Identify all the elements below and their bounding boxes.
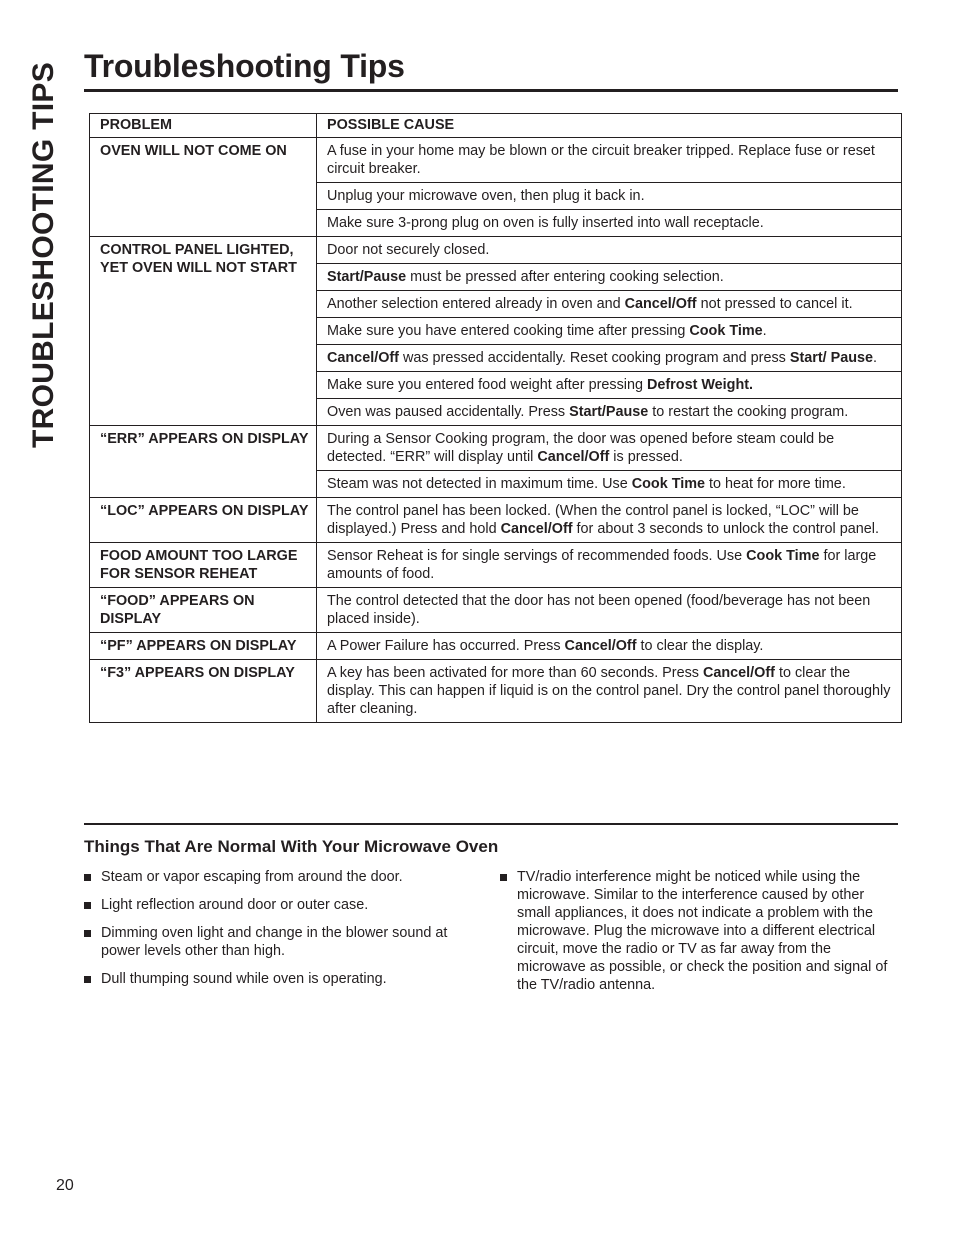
table-row (90, 498, 902, 543)
list-item-text: Dimming oven light and change in the blower sound at power levels other than high. (101, 925, 448, 959)
cause-text: for large amounts of food. (327, 548, 877, 582)
cause-text-bold: Start/Pause (327, 269, 407, 285)
bullet-square-icon (500, 874, 507, 881)
list-item-text: Dull thumping sound while oven is operating. (101, 971, 387, 987)
bullet-square-icon (84, 930, 91, 937)
cause-text-bold: Start/Pause (569, 404, 649, 420)
cause-text: for about 3 seconds to unlock the control panel. (572, 521, 879, 537)
cause-cell (317, 345, 902, 372)
cause-text: Make sure you have entered cooking time after pressing (327, 323, 690, 339)
cause-text: Steam was not detected in maximum time. Use (327, 476, 632, 492)
table-row (90, 660, 902, 723)
cause-cell (317, 237, 902, 264)
table-row (90, 633, 902, 660)
cause-text-bold: Cook Time (631, 476, 706, 492)
table-row (90, 138, 902, 183)
cause-text: was pressed accidentally. Reset cooking program and press (398, 350, 790, 366)
cause-cell (317, 291, 902, 318)
problem-cell: “PF” APPEARS ON DISPLAY (90, 633, 317, 660)
cause-cell (317, 138, 902, 183)
cause-text: A key has been activated for more than 60 seconds. Press (327, 665, 703, 681)
cause-text: . (873, 350, 878, 366)
header-possible-cause: POSSIBLE CAUSE (317, 114, 902, 138)
side-section-title (26, 55, 62, 455)
title-divider (84, 89, 898, 92)
cause-text: Door not securely closed. (327, 242, 490, 258)
cause-text-bold: Cancel/Off (500, 521, 573, 537)
troubleshooting-table (89, 113, 902, 723)
side-title-text: TROUBLESHOOTING TIPS (27, 61, 60, 449)
cause-text: Unplug your microwave oven, then plug it back in. (327, 188, 645, 204)
list-item-text: Steam or vapor escaping from around the door. (101, 869, 403, 885)
cause-text: During a Sensor Cooking program, the door was opened before steam could be detected. “ERR” will display until (327, 431, 835, 465)
cause-cell (317, 264, 902, 291)
cause-text: A fuse in your home may be blown or the circuit breaker tripped. Replace fuse or reset circuit breaker. (327, 143, 875, 177)
list-item-text: TV/radio interference might be noticed while using the microwave. Similar to the interference caused by other small appliances, it does not indicate a problem with the microwave. Plug the microwave into a different electrical circuit, move the radio or TV as far away from the microwave as possible, or check the position and signal of the TV/radio antenna. (517, 869, 888, 993)
cause-text: Oven was paused accidentally. Press (327, 404, 570, 420)
cause-text-bold: Cancel/Off (624, 296, 697, 312)
cause-cell (317, 633, 902, 660)
cause-text: Sensor Reheat is for single servings of recommended foods. Use (327, 548, 747, 564)
cause-text-bold: Defrost Weight. (646, 377, 754, 393)
cause-text: Make sure 3-prong plug on oven is fully inserted into wall receptacle. (327, 215, 764, 231)
bullet-square-icon (84, 976, 91, 983)
table-body (90, 138, 902, 723)
cause-text-bold: Cancel/Off (537, 449, 610, 465)
cause-text: to restart the cooking program. (648, 404, 849, 420)
cause-text-bold: Cook Time (746, 548, 820, 564)
cause-text: Another selection entered already in oven and (327, 296, 625, 312)
cause-text: Make sure you entered food weight after pressing (327, 377, 647, 393)
bullet-square-icon (84, 902, 91, 909)
cause-cell (317, 660, 902, 723)
normal-section-heading: Things That Are Normal With Your Microwave Oven (84, 837, 499, 856)
page-title: Troubleshooting Tips (84, 48, 405, 84)
problem-cell: “F3” APPEARS ON DISPLAY (90, 660, 317, 723)
cause-text-bold: Cancel/Off (327, 350, 399, 366)
table-header-row (90, 114, 902, 138)
list-item (84, 970, 464, 988)
table-row (90, 237, 902, 264)
list-item (500, 868, 890, 994)
cause-text: The control detected that the door has not been opened (food/beverage has not been placed inside). (327, 593, 871, 627)
cause-text: . (762, 323, 767, 339)
problem-cell: OVEN WILL NOT COME ON (90, 138, 317, 237)
problem-cell: “FOOD” APPEARS ON DISPLAY (90, 588, 317, 633)
cause-cell (317, 372, 902, 399)
cause-text-bold: Cook Time (689, 323, 763, 339)
cause-text: not pressed to cancel it. (696, 296, 853, 312)
table-row (90, 543, 902, 588)
section-divider (84, 823, 898, 825)
bullet-square-icon (84, 874, 91, 881)
cause-cell (317, 210, 902, 237)
cause-cell (317, 426, 902, 471)
cause-text-bold: Cancel/Off (702, 665, 775, 681)
cause-text: must be pressed after entering cooking selection. (406, 269, 724, 285)
list-item (84, 896, 464, 914)
cause-cell (317, 498, 902, 543)
cause-text: to heat for more time. (705, 476, 846, 492)
problem-cell: FOOD AMOUNT TOO LARGE FOR SENSOR REHEAT (90, 543, 317, 588)
list-item-text: Light reflection around door or outer case. (101, 897, 369, 913)
cause-text: The control panel has been locked. (When the control panel is locked, “LOC” will be displayed.) Press and hold (327, 503, 859, 537)
problem-cell: “ERR” APPEARS ON DISPLAY (90, 426, 317, 498)
cause-text: to clear the display. (636, 638, 764, 654)
normal-list-left (84, 868, 464, 998)
list-item (84, 924, 464, 960)
cause-cell (317, 399, 902, 426)
problem-cell: “LOC” APPEARS ON DISPLAY (90, 498, 317, 543)
table-row (90, 426, 902, 471)
cause-cell (317, 183, 902, 210)
cause-cell (317, 318, 902, 345)
cause-text: is pressed. (609, 449, 683, 465)
cause-cell (317, 588, 902, 633)
list-item (84, 868, 464, 886)
page-number: 20 (56, 1177, 74, 1194)
cause-text: to clear the display. This can happen if liquid is on the control panel. Dry the control panel thoroughly after cleaning. (327, 665, 891, 717)
cause-text: A Power Failure has occurred. Press (327, 638, 565, 654)
problem-cell: CONTROL PANEL LIGHTED, YET OVEN WILL NOT START (90, 237, 317, 426)
cause-cell (317, 471, 902, 498)
header-problem: PROBLEM (90, 114, 317, 138)
normal-list-right (500, 868, 890, 1004)
cause-cell (317, 543, 902, 588)
cause-text-bold: Start/ Pause (789, 350, 874, 366)
table-row (90, 588, 902, 633)
cause-text-bold: Cancel/Off (564, 638, 637, 654)
